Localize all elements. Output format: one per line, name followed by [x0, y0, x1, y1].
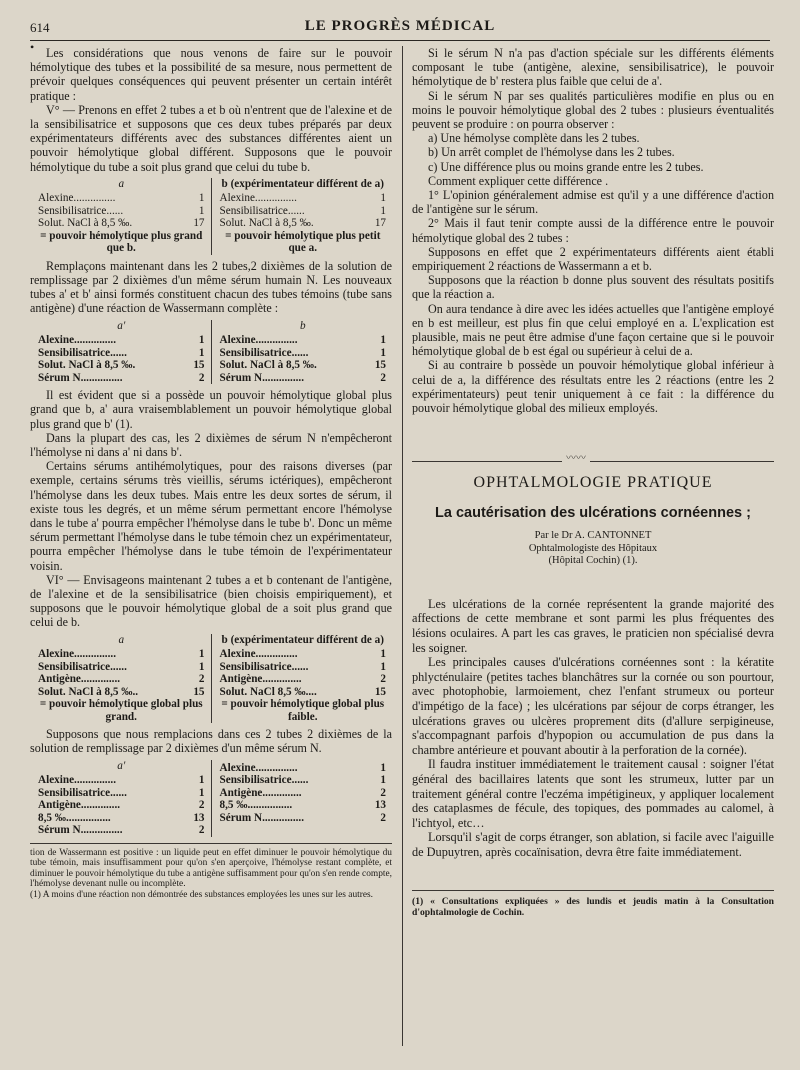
table-row: Sensibilisatrice...... 1	[38, 660, 205, 673]
section-title: OPHTALMOLOGIE PRATIQUE	[473, 474, 713, 492]
footnote: (1) « Consultations expliquées » des lundis et jeudis matin à la Consultation d'ophtalmologie de Cochin.	[412, 890, 774, 918]
table-row: Solut. NaCl à 8,5 ‰. 15	[219, 359, 386, 372]
tube-table-4	[30, 760, 392, 837]
table-column-a	[30, 320, 211, 385]
list-item: c) Une différence plus ou moins grande entre les 2 tubes.	[428, 159, 704, 174]
table-row: Solut. NaCl à 8,5 ‰.. 15	[38, 685, 205, 698]
table-row: Sensibilisatrice...... 1	[219, 204, 386, 217]
page-number: 614	[30, 20, 50, 35]
right-column	[412, 46, 774, 918]
column-header: a'	[117, 759, 126, 772]
table-column-a	[30, 634, 211, 724]
table-row: Sensibilisatrice...... 1	[219, 346, 386, 359]
author-affiliation: Ophtalmologiste des Hôpitaux (Hôpital Cochin) (1).	[528, 542, 658, 566]
paragraph: Supposons en effet que 2 expérimentateurs différents aient établi empiriquement 2 réactions de Wassermann a et b.	[412, 244, 774, 274]
table-row: Antigène.............. 2	[38, 673, 205, 686]
table-row: Alexine............... 1	[38, 334, 205, 347]
table-row: Sensibilisatrice...... 1	[219, 660, 386, 673]
footnote: tion de Wassermann est positive : un liquide peut en effet diminuer le pouvoir hémolytique du tube témoin, mais insuffisamment pour qu'on s'en aperçoive, l'hémolyse restant complète, et diminuer le pouvoir hémolytique du tube a antigène suffisamment pour qu'on s'en rende compte, l'hémolyse devenant nulle ou incomplète.	[30, 847, 392, 890]
table-row: Solut. NaCl à 8,5 ‰. 17	[219, 217, 386, 230]
column-header: b (expérimentateur différent de a)	[221, 633, 384, 646]
table-row: Sérum N............... 2	[38, 371, 205, 384]
paragraph: Dans la plupart des cas, les 2 dixièmes de sérum N n'empêcheront l'hémolyse ni dans a' ni dans b'.	[30, 430, 392, 459]
table-footer: = pouvoir hémolytique global plus grand.	[39, 698, 203, 723]
paragraph: Les considérations que nous venons de faire sur le pouvoir hémolytique des tubes et la possibilité de sa mesure, nous permettent de prévoir quelques conséquences qui peuvent présenter un certain intérêt pratique :	[30, 46, 392, 103]
article-body	[412, 597, 774, 860]
footnote: (1) A moins d'une réaction non démontrée des substances employées les unes sur les autres.	[30, 889, 374, 900]
paragraph: Si le sérum N par ses qualités particulières modifie en plus ou en moins le pouvoir hémolytique global des 2 tubes : plusieurs éventualités peuvent se produire : on pourra observer :	[412, 88, 774, 132]
paragraph: Il faudra instituer immédiatement le traitement causal : soigner l'état général des bacillaires latents que sont les strumeux, lutter par un traitement général contre l'eczéma impétigineux, y appliquer localement des cataplasmes de fécule, des topiques, des pommades au calomel, à l'ichtyol, etc…	[412, 757, 774, 830]
column-header: b (expérimentateur différent de a)	[221, 177, 384, 190]
table-row: Alexine............... 1	[219, 648, 386, 661]
table-footer: = pouvoir hémolytique plus grand que b.	[40, 229, 203, 255]
table-column-a	[30, 178, 211, 255]
paragraph: Les ulcérations de la cornée représentent la grande majorité des affections de cette membrane et sont parmi les plus fréquentes des lésions oculaires. A part les cas graves, le praticien non spécialisé devra les soigner.	[412, 596, 774, 655]
table-row: Antigène.............. 2	[219, 786, 386, 799]
table-column-a	[30, 760, 211, 837]
tube-table-3	[30, 634, 392, 724]
table-row: Alexine............... 1	[219, 192, 386, 205]
list-item: a) Une hémolyse complète dans les 2 tubes.	[428, 131, 640, 146]
paragraph: Supposons que la réaction b donne plus souvent des résultats positifs que la réaction a.	[412, 273, 774, 302]
table-row: Sérum N............... 2	[219, 371, 386, 384]
paragraph: Remplaçons maintenant dans les 2 tubes,2 dixièmes de la solution de remplissage par 2 dixièmes d'un même sérum humain N. Les nouveaux tubes a' et b' ainsi formés constituent chacun des tubes témoins (tube sans antigène) d'une réaction de Wassermann complète :	[30, 258, 392, 316]
table-column-b	[211, 634, 393, 724]
paragraph: 2° Mais il faut tenir compte aussi de la différence entre le pouvoir hémolytique global des 2 tubes :	[412, 216, 774, 245]
table-row: Sensibilisatrice...... 1	[38, 346, 205, 359]
table-row: Antigène.............. 2	[219, 673, 386, 686]
table-row: Sensibilisatrice...... 1	[38, 786, 205, 799]
journal-title: LE PROGRÈS MÉDICAL	[304, 18, 496, 34]
section-rule	[412, 443, 774, 465]
paragraph: V° — Prenons en effet 2 tubes a et b où n'entrent que de l'alexine et de la sensibilisatrice et supposons que ces deux tubes préparés par deux expérimentateurs différents avec des substances différentes aient un pouvoir hémolytique global différent. Supposons que le pouvoir hémolytique du tube a soit plus grand que celui du tube b.	[30, 102, 392, 174]
bullet-mark: •	[30, 40, 35, 54]
column-header: a	[118, 177, 125, 190]
table-row: Alexine............... 1	[38, 192, 205, 205]
article-title: La cautérisation des ulcérations cornéennes ;	[435, 505, 751, 522]
table-row: Alexine............... 1	[38, 774, 205, 786]
paragraph: Si au contraire b possède un pouvoir hémolytique global inférieur à celui de a, la différence des résultats entre les 2 réactions (entre les 2 expérimentateurs) peut tenir uniquement à ce fait : la différence du pouvoir hémolytique global des milieux employés.	[412, 358, 774, 416]
column-header: a	[118, 633, 125, 646]
paragraph: Si le sérum N n'a pas d'action spéciale sur les différents éléments composant le tube (antigène, alexine, sensibilisatrice), le pouvoir hémolytique de b' restera plus faible que celui de a'.	[412, 46, 774, 89]
table-row: Sérum N............... 2	[219, 811, 386, 824]
table-row: Sérum N............... 2	[38, 824, 205, 836]
paragraph: Les principales causes d'ulcérations cornéennes sont : la kératite phlycténulaire (petites taches blanchâtres sur la cornée ou son pourtour, avec photophobie, larmoiement, chez l'enfant strumeux ou porteur d'impétigo de la face) ; les ulcérations par séjour de corps étranger, les ulcérations graves ou ulcères proprement dits (d'allure serpigineuse, s'accompagnant parfois d'hypopion ou accumulation de pus dans la chambre antérieure et pouvant aboutir à la perforation de la cornée).	[412, 655, 774, 757]
paragraph: Supposons que nous remplacions dans ces 2 tubes 2 dixièmes de la solution de remplissage par 2 dixièmes d'un même sérum N.	[30, 727, 392, 756]
table-footer: = pouvoir hémolytique plus petit que a.	[225, 229, 381, 255]
list-item: b) Un arrêt complet de l'hémolyse dans les 2 tubes.	[428, 145, 675, 160]
table-row: Solut. NaCl à 8,5 ‰. 15	[38, 359, 205, 372]
paragraph: VI° — Envisageons maintenant 2 tubes a et b contenant de l'antigène, de l'alexine et de la sensibilisatrice (bien choisis empiriquement), et supposons que le pouvoir hémolytique global de a soit plus grand que celui de b.	[30, 572, 392, 630]
table-row: Solut. NaCl à 8,5 ‰. 17	[38, 217, 205, 230]
paragraph: Il est évident que si a possède un pouvoir hémolytique global plus grand que b, a' aura vraisemblablement un pouvoir hémolytique global plus grand que b' (1).	[30, 388, 392, 431]
table-row: Alexine............... 1	[219, 761, 386, 774]
table-column-b	[211, 178, 393, 255]
page-header	[30, 18, 770, 41]
paragraph: On aura tendance à dire avec les idées actuelles que l'antigène employé en b est meilleur, est plus fin que celui employé en a. L'explication est plausible, mais ne peut être admise d'une façon certaine que si le pouvoir hémolytique global de b est égal ou supérieur à celui de a.	[412, 301, 774, 359]
paragraph: Comment expliquer cette différence .	[428, 173, 609, 188]
column-header: a'	[117, 319, 126, 332]
table-row: 8,5 ‰................ 13	[38, 811, 205, 824]
tube-table-1	[30, 178, 392, 255]
table-row: Alexine............... 1	[38, 648, 205, 661]
table-row: Sensibilisatrice...... 1	[219, 774, 386, 786]
article-byline: Par le Dr A. CANTONNET	[534, 529, 652, 541]
column-divider	[402, 46, 403, 1046]
table-footer: = pouvoir hémolytique global plus faible.	[221, 698, 385, 723]
table-row: Sensibilisatrice...... 1	[38, 204, 205, 217]
table-column-b	[211, 320, 393, 385]
tube-table-2	[30, 320, 392, 385]
table-column-b	[211, 760, 393, 837]
left-column	[30, 46, 392, 900]
paragraph: Lorsqu'il s'agit de corps étranger, son ablation, si facile avec l'aiguille de Dupuytren, après cocaïnisation, devra être faite immédiatement.	[412, 830, 774, 859]
table-row: 8,5 ‰................ 13	[219, 799, 386, 811]
table-row: Solut. NaCl 8,5 ‰.... 15	[219, 685, 386, 698]
table-row: Antigène.............. 2	[38, 799, 205, 811]
paragraph: Certains sérums antihémolytiques, pour des raisons diverses (par exemple, certains sérums très vieillis, sérums ictériques), empêcheront l'hémolyse dans les deux tubes. Mais entre les deux sortes de sérum, il existe tous les degrés, et un même sérum permettant encore l'hémolyse dans le tube a' pourra empêcher l'hémolyse dans le tube b'. Donc un même sérum permettant l'hémolyse dans le tube témoin chez un expérimentateur, pourra empêcher l'hémolyse dans le tube témoin de l'expérimentateur voisin.	[30, 459, 392, 573]
paragraph: 1° L'opinion généralement admise est qu'il y a une différence d'action de l'antigène sur le sérum.	[412, 188, 774, 217]
ornament-icon: 〰〰	[562, 452, 590, 466]
table-row: Alexine............... 1	[219, 334, 386, 347]
column-header: b	[299, 319, 306, 332]
footnotes	[30, 843, 392, 901]
